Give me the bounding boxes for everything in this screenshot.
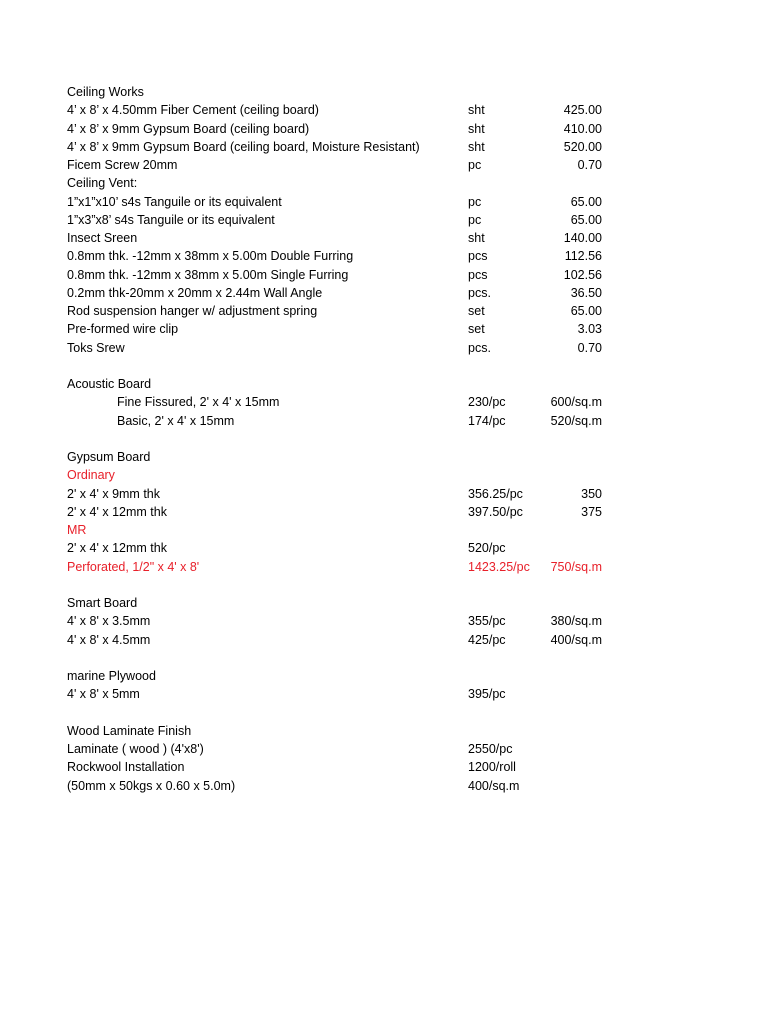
price-row <box>0 174 768 192</box>
item-name: 4' x 8' x 4.5mm <box>67 632 151 647</box>
item-price: 36.50 <box>570 285 602 300</box>
item-name: Ceiling Works <box>67 85 144 99</box>
item-unit: 356.25/pc <box>468 486 523 501</box>
item-name: Basic, 2' x 4' x 15mm <box>117 413 235 428</box>
item-price: 410.00 <box>563 121 602 136</box>
blank-row <box>0 576 768 594</box>
blank-row <box>0 357 768 375</box>
price-row <box>0 339 768 357</box>
item-price: 112.56 <box>564 249 602 264</box>
blank-row <box>0 649 768 667</box>
item-unit: pc <box>468 212 482 227</box>
item-unit: 1423.25/pc <box>468 559 530 574</box>
blank-row <box>0 430 768 448</box>
price-row <box>0 375 768 393</box>
item-name: Ordinary <box>67 468 115 483</box>
price-row <box>0 412 768 430</box>
price-row <box>0 612 768 630</box>
item-price: 350 <box>581 486 602 501</box>
item-price: 600/sq.m <box>550 395 602 410</box>
price-row <box>0 247 768 265</box>
item-unit: sht <box>468 103 485 118</box>
item-unit: 397.50/pc <box>468 504 523 519</box>
item-price: 65.00 <box>570 304 602 318</box>
item-name: Laminate ( wood ) (4'x8') <box>67 742 204 756</box>
item-unit: 174/pc <box>468 413 506 428</box>
price-row <box>0 558 768 576</box>
item-unit: pcs. <box>468 340 491 355</box>
item-price: 400/sq.m <box>550 632 602 647</box>
price-row <box>0 466 768 484</box>
item-name: marine Plywood <box>67 669 156 683</box>
item-unit: pcs <box>468 267 488 282</box>
item-name: Ficem Screw 20mm <box>67 158 178 172</box>
item-price: 380/sq.m <box>550 614 602 629</box>
item-unit: 400/sq.m <box>468 778 520 793</box>
item-name: Fine Fissured, 2' x 4' x 15mm <box>117 395 280 410</box>
item-unit: pcs. <box>468 285 491 300</box>
price-row <box>0 594 768 612</box>
price-row <box>0 320 768 338</box>
item-name: 2' x 4' x 9mm thk <box>67 486 160 501</box>
item-price: 65.00 <box>570 212 602 227</box>
item-unit: sht <box>468 121 485 136</box>
item-name: Pre-formed wire clip <box>67 322 179 337</box>
item-unit: pc <box>468 158 482 172</box>
price-row <box>0 722 768 740</box>
price-row <box>0 777 768 795</box>
item-unit: 1200/roll <box>468 760 516 775</box>
item-name: 2' x 4' x 12mm thk <box>67 541 167 556</box>
price-row <box>0 740 768 758</box>
item-unit: 230/pc <box>468 395 506 410</box>
item-name: Gypsum Board <box>67 450 151 464</box>
price-row <box>0 485 768 503</box>
item-price: 425.00 <box>563 103 602 118</box>
price-row <box>0 156 768 174</box>
item-unit: set <box>468 322 485 337</box>
price-row <box>0 667 768 685</box>
item-name: Insect Sreen <box>67 231 138 245</box>
item-price: 3.03 <box>577 322 602 337</box>
price-row <box>0 229 768 247</box>
price-row <box>0 758 768 776</box>
price-row <box>0 631 768 649</box>
item-unit: 2550/pc <box>468 742 513 756</box>
item-name: (50mm x 50kgs x 0.60 x 5.0m) <box>67 778 236 793</box>
item-price: 520.00 <box>563 139 602 154</box>
price-row <box>0 284 768 302</box>
price-row <box>0 448 768 466</box>
item-unit: pcs <box>468 249 488 264</box>
item-price: 750/sq.m <box>550 559 602 574</box>
price-row <box>0 539 768 557</box>
item-price: 0.70 <box>577 340 602 355</box>
price-row <box>0 266 768 284</box>
price-row <box>0 120 768 138</box>
price-row <box>0 138 768 156</box>
item-unit: set <box>468 304 485 318</box>
item-name: 1”x3”x8’ s4s Tanguile or its equivalent <box>67 212 275 227</box>
item-unit: sht <box>468 139 485 154</box>
item-name: 4' x 8' x 3.5mm <box>67 614 151 629</box>
item-price: 520/sq.m <box>550 413 602 428</box>
price-row <box>0 193 768 211</box>
price-row <box>0 685 768 703</box>
price-row <box>0 101 768 119</box>
price-sheet <box>0 83 768 795</box>
item-price: 140.00 <box>563 231 602 245</box>
item-name: 0.8mm thk. -12mm x 38mm x 5.00m Double Furring <box>67 249 354 264</box>
price-row <box>0 503 768 521</box>
blank-row <box>0 704 768 722</box>
item-price: 375 <box>581 504 602 519</box>
item-name: MR <box>67 523 87 537</box>
item-name: Rod suspension hanger w/ adjustment spring <box>67 304 318 318</box>
item-unit: sht <box>468 231 485 245</box>
price-row <box>0 393 768 411</box>
price-row <box>0 211 768 229</box>
item-name: 4’ x 8’ x 9mm Gypsum Board (ceiling board, Moisture Resistant) <box>67 139 420 154</box>
price-row <box>0 302 768 320</box>
item-name: Acoustic Board <box>67 377 152 391</box>
item-price: 0.70 <box>577 158 602 172</box>
price-row <box>0 83 768 101</box>
item-name: Perforated, 1/2" x 4' x 8' <box>67 559 200 574</box>
item-name: Toks Srew <box>67 340 125 355</box>
item-unit: 425/pc <box>468 632 506 647</box>
item-name: Smart Board <box>67 596 138 610</box>
item-name: 2' x 4' x 12mm thk <box>67 504 167 519</box>
item-unit: pc <box>468 194 482 209</box>
item-name: 1”x1”x10’ s4s Tanguile or its equivalent <box>67 194 282 209</box>
item-name: 4’ x 8’ x 9mm Gypsum Board (ceiling board) <box>67 121 310 136</box>
price-row <box>0 521 768 539</box>
item-unit: 520/pc <box>468 541 506 556</box>
item-name: 4' x 8' x 5mm <box>67 687 140 702</box>
item-price: 65.00 <box>570 194 602 209</box>
item-name: 0.8mm thk. -12mm x 38mm x 5.00m Single Furring <box>67 267 349 282</box>
item-price: 102.56 <box>563 267 602 282</box>
item-name: 0.2mm thk-20mm x 20mm x 2.44m Wall Angle <box>67 285 323 300</box>
item-name: 4’ x 8’ x 4.50mm Fiber Cement (ceiling board) <box>67 103 319 118</box>
item-name: Wood Laminate Finish <box>67 723 192 738</box>
item-unit: 355/pc <box>468 614 506 629</box>
item-unit: 395/pc <box>468 687 506 702</box>
item-name: Ceiling Vent: <box>67 176 138 191</box>
item-name: Rockwool Installation <box>67 760 185 775</box>
